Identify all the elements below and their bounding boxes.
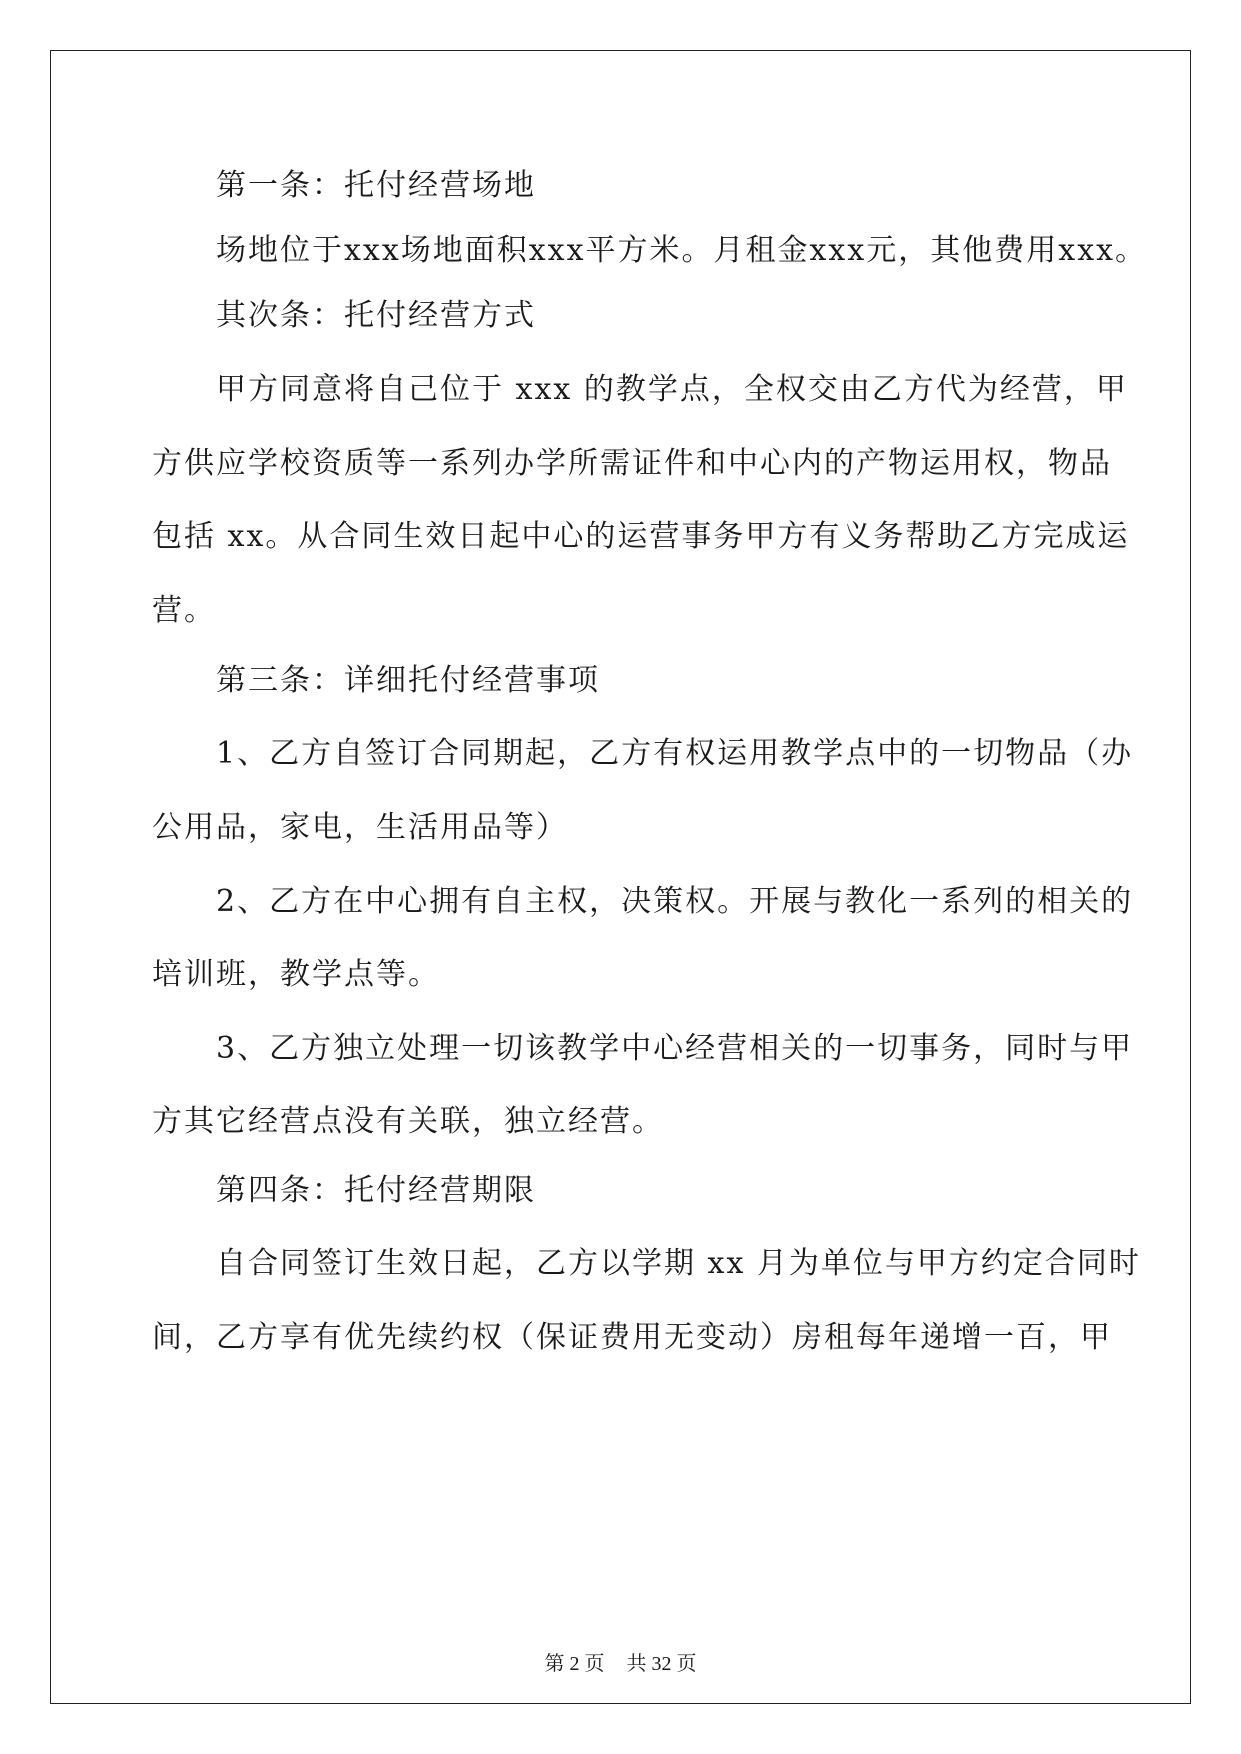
paragraph-line: 培训班，教学点等。 [152, 957, 440, 992]
section-heading-1: 第一条：托付经营场地 [216, 168, 536, 203]
section-heading-3: 第三条：详细托付经营事项 [216, 663, 600, 698]
page-footer [0, 1652, 1241, 1676]
paragraph-line: 间，乙方享有优先续约权（保证费用无变动）房租每年递增一百，甲 [152, 1320, 1112, 1355]
paragraph-line: 包括 xx。从合同生效日起中心的运营事务甲方有义务帮助乙方完成运 [152, 519, 1130, 554]
page-total: 共 32 页 [626, 1653, 697, 1675]
paragraph-line: 自合同签订生效日起，乙方以学期 xx 月为单位与甲方约定合同时 [216, 1246, 1141, 1281]
paragraph-line: 方其它经营点没有关联，独立经营。 [152, 1104, 664, 1139]
paragraph-line: 营。 [152, 593, 216, 628]
paragraph-line: 方供应学校资质等一系列办学所需证件和中心内的产物运用权，物品 [152, 446, 1112, 481]
paragraph-line: 2、乙方在中心拥有自主权，决策权。开展与教化一系列的相关的 [216, 884, 1134, 919]
paragraph-line: 场地位于xxx场地面积xxx平方米。月租金xxx元，其他费用xxx。 [216, 233, 1148, 268]
paragraph-line: 3、乙方独立处理一切该教学中心经营相关的一切事务，同时与甲 [216, 1031, 1134, 1066]
paragraph-line: 公用品，家电，生活用品等） [152, 810, 568, 845]
page-number: 第 2 页 [544, 1653, 605, 1675]
paragraph-line: 1、乙方自签订合同期起，乙方有权运用教学点中的一切物品（办 [216, 736, 1134, 771]
section-heading-4: 第四条：托付经营期限 [216, 1173, 536, 1208]
section-heading-2: 其次条：托付经营方式 [216, 298, 536, 333]
paragraph-line: 甲方同意将自己位于 xxx 的教学点，全权交由乙方代为经营，甲 [216, 372, 1128, 407]
